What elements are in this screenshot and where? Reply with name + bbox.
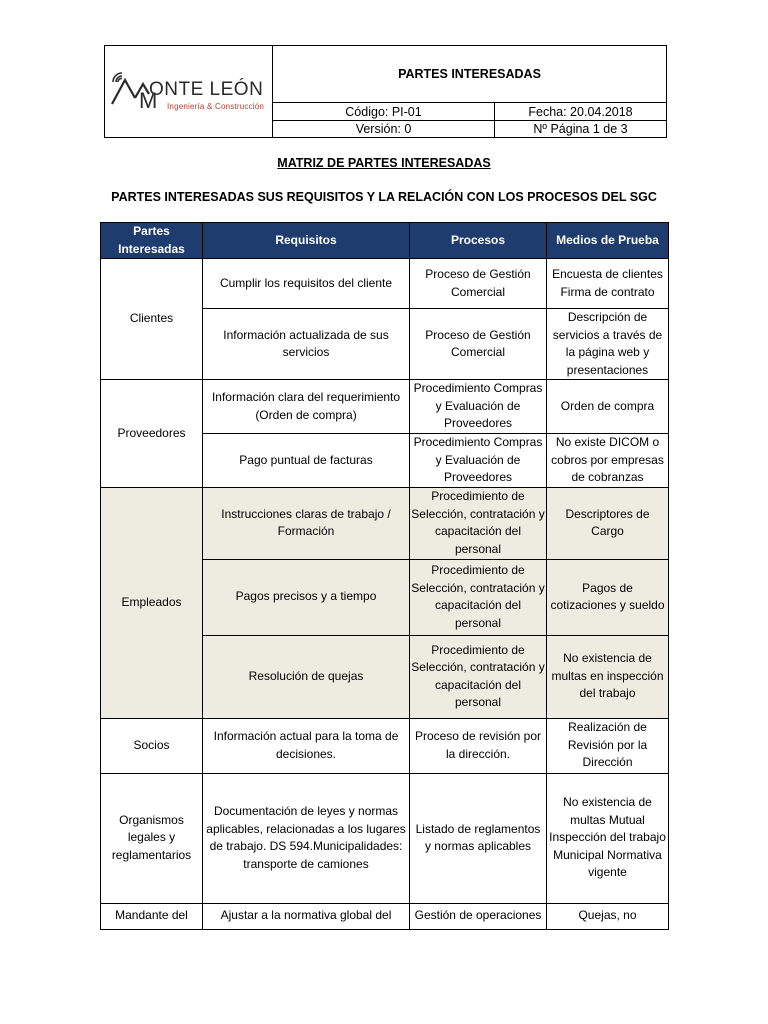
party-cell: Mandante del [101, 903, 203, 929]
column-header: Requisitos [203, 223, 410, 259]
requirement-cell: Cumplir los requisitos del cliente [203, 259, 410, 309]
matrix-heading: MATRIZ DE PARTES INTERESADAS [277, 156, 491, 170]
table-row [101, 773, 669, 903]
requirement-cell: Información actual para la toma de decisiones. [203, 718, 410, 773]
column-header: Procesos [410, 223, 547, 259]
stakeholders-table [100, 222, 669, 930]
process-cell: Procedimiento Compras y Evaluación de Proveedores [410, 380, 547, 434]
table-row [101, 487, 669, 559]
party-cell: Empleados [101, 487, 203, 718]
process-cell: Procedimiento Compras y Evaluación de Proveedores [410, 434, 547, 488]
evidence-cell: No existencia de multas Mutual Inspección del trabajo Municipal Normativa vigente [547, 773, 669, 903]
matrix-subheading: PARTES INTERESADAS SUS REQUISITOS Y LA RELACIÓN CON LOS PROCESOS DEL SGC [111, 190, 657, 204]
evidence-cell: Encuesta de clientes Firma de contrato [547, 259, 669, 309]
process-cell: Proceso de revisión por la dirección. [410, 718, 547, 773]
document-code: Código: PI-01 [273, 103, 495, 120]
requirement-cell: Información clara del requerimiento (Orden de compra) [203, 380, 410, 434]
process-cell: Gestión de operaciones [410, 903, 547, 929]
process-cell: Procedimiento de Selección, contratación y capacitación del personal [410, 635, 547, 718]
table-row [101, 380, 669, 434]
table-row [101, 903, 669, 929]
evidence-cell: Quejas, no [547, 903, 669, 929]
evidence-cell: No existe DICOM o cobros por empresas de cobranzas [547, 434, 669, 488]
party-cell: Organismos legales y reglamentarios [101, 773, 203, 903]
process-cell: Proceso de Gestión Comercial [410, 259, 547, 309]
process-cell: Procedimiento de Selección, contratación y capacitación del personal [410, 487, 547, 559]
evidence-cell: No existencia de multas en inspección del trabajo [547, 635, 669, 718]
logo-name: ONTE LEÓN [149, 79, 264, 100]
header-row-version [273, 120, 666, 137]
logo-tagline: Ingeniería & Construcción [167, 102, 265, 111]
evidence-cell: Descripción de servicios a través de la página web y presentaciones [547, 309, 669, 380]
page-number: Nº Página 1 de 3 [533, 122, 628, 136]
requirement-cell: Información actualizada de sus servicios [203, 309, 410, 380]
svg-text:M: M [139, 88, 158, 113]
evidence-cell: Realización de Revisión por la Dirección [547, 718, 669, 773]
document-header [104, 45, 667, 138]
party-cell: Socios [101, 718, 203, 773]
requirement-cell: Instrucciones claras de trabajo / Formación [203, 487, 410, 559]
process-cell: Listado de reglamentos y normas aplicables [410, 773, 547, 903]
document-title: PARTES INTERESADAS [398, 67, 541, 81]
table-row [101, 259, 669, 309]
table-header-row [101, 223, 669, 259]
party-cell: Proveedores [101, 380, 203, 488]
document-version: Versión: 0 [273, 121, 495, 137]
evidence-cell: Orden de compra [547, 380, 669, 434]
requirement-cell: Pago puntual de facturas [203, 434, 410, 488]
requirement-cell: Pagos precisos y a tiempo [203, 559, 410, 635]
requirement-cell: Resolución de quejas [203, 635, 410, 718]
company-logo [105, 46, 273, 137]
column-header: Partes Interesadas [101, 223, 203, 259]
process-cell: Proceso de Gestión Comercial [410, 309, 547, 380]
table-row [101, 718, 669, 773]
party-cell: Clientes [101, 259, 203, 380]
requirement-cell: Documentación de leyes y normas aplicables, relacionadas a los lugares de trabajo. DS 594.Municipalidades: transporte de camiones [203, 773, 410, 903]
column-header: Medios de Prueba [547, 223, 669, 259]
requirement-cell: Ajustar a la normativa global del [203, 903, 410, 929]
evidence-cell: Descriptores de Cargo [547, 487, 669, 559]
document-date: Fecha: 20.04.2018 [528, 104, 633, 119]
header-row-code [273, 102, 666, 120]
process-cell: Procedimiento de Selección, contratación y capacitación del personal [410, 559, 547, 635]
evidence-cell: Pagos de cotizaciones y sueldo [547, 559, 669, 635]
